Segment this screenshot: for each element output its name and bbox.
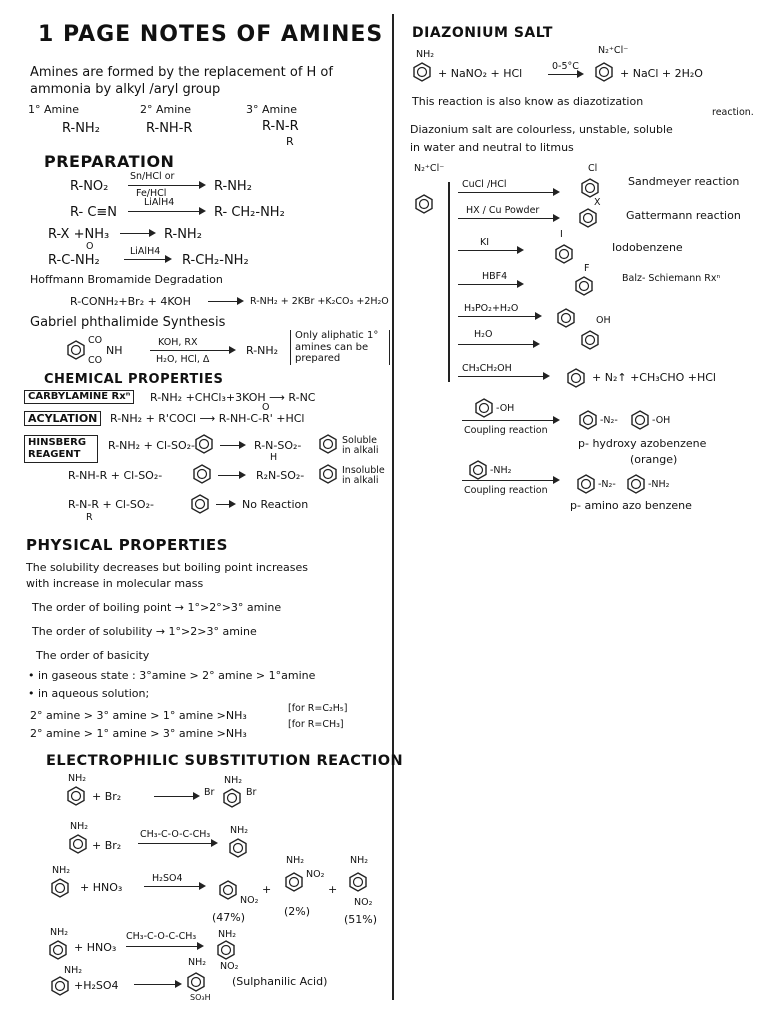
esr3-arrow [144,886,204,887]
dr1-name: Sandmeyer reaction [628,175,740,188]
cp2-reag: -NH₂ [490,465,512,476]
physical-line-5: The order of basicity [36,649,150,662]
esr5-name: (Sulphanilic Acid) [232,975,328,988]
iodobenzene-ring-icon [554,244,574,264]
dr6-arrow [458,344,538,345]
dr6-prod: OH [596,315,611,326]
aniline-ring-icon [68,834,88,854]
intro-line-2: ammonia by alkyl /aryl group [30,82,221,97]
benzene-ring-icon [626,474,646,494]
hinsberg-rhs3: No Reaction [242,498,309,511]
diazo-line-1: This reaction is also know as diazotization [412,95,644,108]
hoffmann-arrow [208,301,242,302]
prep1-rhs: R-NH₂ [214,179,252,194]
hoffmann-title: Hoffmann Bromamide Degradation [30,273,223,286]
prep2-lhs: R- C≡N [70,205,118,220]
esr4-nh2: NH₂ [50,927,69,938]
diazonium-heading: DIAZONIUM SALT [412,25,553,41]
cp2-label: Coupling reaction [464,485,548,496]
hinsberg-sub3: R [86,512,93,523]
dr2-name: Gattermann reaction [626,209,741,222]
benzene-ring-icon [576,474,596,494]
diazo-line-3: Diazonium salt are colourless, unstable, soluble [410,123,673,136]
physical-line-8: 2° amine > 3° amine > 1° amine >NH₃ [30,709,247,722]
dr2-arrow [458,218,558,219]
prep2-arrow [128,211,204,212]
dr2-reag: HX / Cu Powder [466,205,540,216]
diazonium-ring-icon [414,194,434,214]
esr-heading: ELECTROPHILIC SUBSTITUTION REACTION [46,753,404,769]
physical-line-6: • in gaseous state : 3°amine > 2° amine > 1°amine [28,669,316,682]
prep2-cond: LiAlH4 [144,197,175,208]
hinsberg-eq2: R-NH-R + Cl-SO₂- [68,469,163,482]
dr3-reag: KI [480,237,490,248]
dr5-arrow [458,316,540,317]
fluorobenzene-ring-icon [574,276,594,296]
physical-line-1: The solubility decreases but boiling point increases [26,561,308,574]
cp1-prod-end: -OH [652,415,671,426]
hinsberg-arrow-1 [220,445,244,446]
physical-note-1: [for R=C₂H₅] [288,703,348,714]
physical-line-4: The order of solubility → 1°>2>3° amine [32,625,257,638]
hinsberg-arrow-3 [216,504,234,505]
hinsberg-rhs2: R₂N-SO₂- [256,469,305,482]
benzene-ring-icon [194,434,214,454]
prep3-arrow [120,233,154,234]
benzene-ring-icon [318,464,338,484]
gabriel-title: Gabriel phthalimide Synthesis [30,315,226,330]
gabriel-cond: KOH, RX [158,337,198,348]
amine-3-sub: R [286,135,294,148]
gabriel-cond2: H₂O, HCl, Δ [156,354,210,365]
esr2-reag: + Br₂ [92,839,122,852]
cp1-name2: (orange) [630,453,678,466]
esr1-br2: Br [246,787,257,798]
cp2-arrow [462,480,558,481]
esr3-nh2-b: NH₂ [286,855,305,866]
benzene-ring-icon [566,368,586,388]
esr3-no2-c: NO₂ [354,897,373,908]
page-title: 1 PAGE NOTES OF AMINES [38,22,384,47]
para-nitroaniline-ring-icon [216,940,236,960]
physical-line-3: The order of boiling point → 1°>2°>3° amine [32,601,282,614]
esr2-nh2-prod: NH₂ [230,825,249,836]
ortho-nitroaniline-ring-icon [284,872,304,892]
dr5-reag: H₃PO₂+H₂O [464,303,519,314]
prep1-cond2: Fe/HCl [136,188,167,199]
aniline-ring-icon [48,940,68,960]
prep3-lhs: R-X +NH₃ [48,227,110,242]
diazonium-ring-icon [594,62,614,82]
amine-2-formula: R-NH-R [146,121,193,136]
amine-1-label: 1° Amine [28,103,80,116]
esr2-nh2: NH₂ [70,821,89,832]
carbylamine-tag: CARBYLAMINE Rxⁿ [24,390,134,404]
esr1-nh2: NH₂ [68,773,87,784]
cp2-name: p- amino azo benzene [570,499,692,512]
chlorobenzene-ring-icon [580,178,600,198]
hinsberg-tag: HINSBERG REAGENT [24,435,98,463]
phenol-ring-icon [580,330,600,350]
chemical-heading: CHEMICAL PROPERTIES [44,372,224,387]
hinsberg-rhs1: R-N-SO₂- [254,439,302,452]
esr3-yield-2: (2%) [284,905,311,918]
cp1-label: Coupling reaction [464,425,548,436]
prep4-rhs: R-CH₂-NH₂ [182,253,249,268]
prep1-lhs: R-NO₂ [70,179,109,194]
dr7-arrow [458,376,548,377]
hinsberg-eq1: R-NH₂ + Cl-SO₂- [108,439,196,452]
esr3-plus-1: + [262,883,272,896]
para-nitroaniline-ring-icon [348,872,368,892]
dr4-name: Balz- Schiemann Rxⁿ [622,273,721,284]
dr3-prod: I [560,229,563,240]
hinsberg-note2: Insoluble in alkali [342,465,385,487]
diazo-nh2: NH₂ [416,49,435,60]
dr4-arrow [458,284,522,285]
esr4-no2: NO₂ [220,961,239,972]
prep4-top: O [86,241,94,252]
hoffmann-rhs: R-NH₂ + 2KBr +K₂CO₃ +2H₂O [250,296,389,307]
dr6-reag: H₂O [474,329,493,340]
cp1-arrow [462,420,558,421]
esr1-arrow [154,796,198,797]
benzene-ring-icon [578,410,598,430]
esr3-nh2-c: NH₂ [350,855,369,866]
amine-3-label: 3° Amine [246,103,298,116]
prep1-arrow [128,185,204,186]
hinsberg-eq3: R-N-R + Cl-SO₂- [68,498,154,511]
acylation-tag: ACYLATION [24,411,101,426]
cp1-name: p- hydroxy azobenzene [578,437,707,450]
prep2-rhs: R- CH₂-NH₂ [214,205,285,220]
prep3-rhs: R-NH₂ [164,227,202,242]
benzene-ring-icon [630,410,650,430]
physical-line-9: 2° amine > 1° amine > 3° amine >NH₃ [30,727,247,740]
aniline-ring-icon [468,460,488,480]
dr3-name: Iodobenzene [612,241,683,254]
benzene-ring-icon [190,494,210,514]
esr4-reag: + HNO₃ [74,941,117,954]
physical-line-2: with increase in molecular mass [26,577,204,590]
intro-line-1: Amines are formed by the replacement of H of [30,65,333,80]
dr1-reag: CuCl /HCl [462,179,507,190]
esr4-cond: CH₃-C-O-C-CH₃ [126,931,197,942]
diazo-lhs: + NaNO₂ + HCl [438,67,523,80]
aniline-ring-icon [50,976,70,996]
cp2-prod: -N₂- [598,479,616,490]
branch-line [448,182,450,382]
gabriel-co2: CO [88,355,103,366]
esr1-nh2-prod: NH₂ [224,775,243,786]
esr5-so3h: SO₃H [190,993,211,1002]
benzene-ring-icon [192,464,212,484]
diazo-cond: 0-5°C [552,61,579,72]
hinsberg-arrow-2 [218,475,244,476]
phenol-ring-icon [474,398,494,418]
diazo-line-2: reaction. [712,107,754,118]
cp1-reag: -OH [496,403,515,414]
physical-heading: PHYSICAL PROPERTIES [26,536,228,554]
prep4-cond: LiAlH4 [130,246,161,257]
gabriel-note: Only aliphatic 1° amines can be prepared [290,330,390,365]
gabriel-rhs: R-NH₂ [246,344,279,357]
diazo-rhs: + NaCl + 2H₂O [620,67,703,80]
diazo-arrow [548,74,582,75]
diazo-salt-top: N₂⁺Cl⁻ [598,45,629,56]
salt-label: N₂⁺Cl⁻ [414,163,445,174]
tribromoaniline-ring-icon [222,788,242,808]
hoffmann-lhs: R-CONH₂+Br₂ + 4KOH [70,295,191,308]
carbylamine-eq: R-NH₂ +CHCl₃+3KOH ⟶ R-NC [150,391,316,404]
esr3-cond: H₂SO4 [152,873,183,884]
prep1-cond: Sn/HCl or [130,171,175,182]
esr3-reag: + HNO₃ [80,881,123,894]
gabriel-arrow [150,350,234,351]
esr2-arrow [138,843,216,844]
benzene-ring-icon [318,434,338,454]
amine-1-formula: R-NH₂ [62,121,100,136]
esr1-br1: Br [204,787,215,798]
esr5-nh2-prod: NH₂ [188,957,207,968]
esr5-reag: +H₂SO4 [74,979,119,992]
dr3-arrow [458,250,522,251]
gabriel-co1: CO [88,335,103,346]
benzene-ring-icon [556,308,576,328]
prep4-arrow [124,259,170,260]
dr2-prod: X [594,197,601,208]
esr3-yield-1: (47%) [212,911,246,924]
esr4-nh2-prod: NH₂ [218,929,237,940]
cp2-prod-end: -NH₂ [648,479,670,490]
acetanilide-ring-icon [228,838,248,858]
meta-nitroaniline-ring-icon [218,880,238,900]
halobenzene-ring-icon [578,208,598,228]
physical-line-7: • in aqueous solution; [28,687,150,700]
esr3-plus-2: + [328,883,338,896]
aniline-ring-icon [412,62,432,82]
amine-2-label: 2° Amine [140,103,192,116]
acylation-top: O [262,402,270,413]
amine-3-formula: R-N-R [262,119,299,134]
hinsberg-note1: Soluble in alkali [342,435,379,457]
cp1-prod: -N₂- [600,415,618,426]
esr2-cond: CH₃-C-O-C-CH₃ [140,829,211,840]
dr7-reag: CH₃CH₂OH [462,363,512,374]
esr3-yield-3: (51%) [344,913,378,926]
dr4-reag: HBF4 [482,271,508,282]
gabriel-nh: NH [106,344,123,357]
sulphanilic-acid-ring-icon [186,972,206,992]
diazo-line-4: in water and neutral to litmus [410,141,574,154]
esr4-arrow [126,946,202,947]
esr3-nh2: NH₂ [52,865,71,876]
prep4-lhs: R-C-NH₂ [48,253,100,268]
esr5-nh2: NH₂ [64,965,83,976]
preparation-heading: PREPARATION [44,152,175,171]
esr1-reag: + Br₂ [92,790,122,803]
column-divider [392,14,394,1000]
hinsberg-sub1: H [270,452,278,463]
dr4-prod: F [584,263,590,274]
dr7-prod: + N₂↑ +CH₃CHO +HCl [592,371,716,384]
aniline-ring-icon [50,878,70,898]
dr1-prod: Cl [588,163,598,174]
physical-note-2: [for R=CH₃] [288,719,344,730]
phthalimide-ring-icon [66,340,86,360]
aniline-ring-icon [66,786,86,806]
esr3-no2-b: NO₂ [306,869,325,880]
dr1-arrow [458,192,558,193]
acylation-eq: R-NH₂ + R'COCl ⟶ R-NH-C-R' +HCl [110,412,305,425]
esr5-arrow [134,984,180,985]
esr3-no2-a: NO₂ [240,895,259,906]
